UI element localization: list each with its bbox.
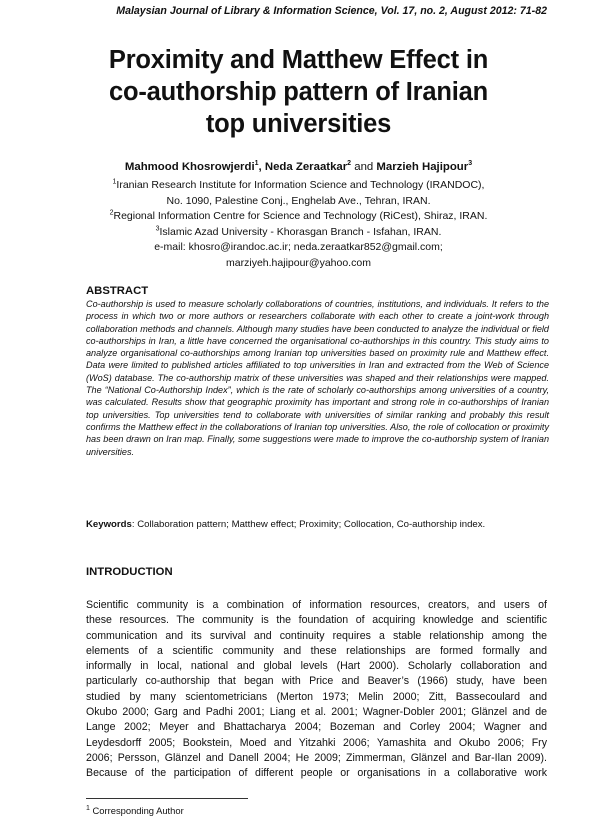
- affiliation-sup: 3: [155, 225, 160, 232]
- email-line: [40, 240, 557, 256]
- journal-header: Malaysian Journal of Library & Information Science, Vol. 17, no. 2, August 2012: 71-82: [116, 5, 547, 17]
- body-line: Lange 2002; Meyer and Bhattacharya 2004; Bozeman and Corley 2004; Wagner and: [86, 721, 547, 734]
- author-and: and: [351, 161, 377, 173]
- footnote-rule: [86, 798, 248, 799]
- introduction-heading: INTRODUCTION: [86, 566, 173, 578]
- affiliation-text: Iranian Research Institute for Information Science and Technology (IRANDOC),: [116, 179, 485, 191]
- author-name: Neda Zeraatkar: [264, 161, 348, 173]
- author-sup: 1: [254, 160, 259, 168]
- affiliation-sup: 2: [109, 209, 114, 217]
- author-sup: 2: [347, 160, 352, 168]
- title-line: co-authorship pattern of Iranian: [109, 78, 488, 106]
- body-line: 2006; Persson, Glänzel and Danell 2004; He 2009; Zimmerman, Glänzel and Bar-Ilan 2009).: [86, 751, 547, 764]
- affiliation-line: [40, 194, 557, 210]
- author-list: [40, 161, 557, 173]
- author-sup: 3: [468, 160, 473, 168]
- author-name: Marzieh Hajipour: [376, 161, 469, 173]
- keywords-text: : Collaboration pattern; Matthew effect; Proximity; Collocation, Co-authorship index.: [131, 519, 486, 530]
- body-line: Scientific community is a combination of information resources, creators, and users of: [86, 599, 547, 611]
- footnote-text: Corresponding Author: [89, 805, 184, 816]
- footnote: [86, 805, 184, 816]
- body-line: these resources. The community is the foundation of acquiring knowledge and scientific: [86, 614, 547, 627]
- body-line: Because of the participation of different people or organisations in a collaborative work: [86, 767, 547, 780]
- keywords-line: [86, 519, 549, 530]
- abstract-heading: ABSTRACT: [86, 285, 149, 297]
- affiliation-text: Islamic Azad University - Khorasgan Branch - Isfahan, IRAN.: [159, 225, 442, 238]
- paper-title: [60, 44, 537, 140]
- affiliation-line: [40, 225, 557, 241]
- email-text: marziyeh.hajipour@yahoo.com: [226, 256, 371, 269]
- footnote-sup: 1: [86, 804, 90, 812]
- abstract-body: Co-authorship is used to measure scholarly collaborations of countries, institutions, and individuals. It refers to the process in which two or more authors or researchers collaborate with each other to create a joint-work through collaboration methods and channels. Although many studies have been conducted to analyze the individual or field co-authorships in Iran, a little have concerned the organisational co-authorships in this country. This study aims to analyze organisational co-authorships among Iranian top universities based on proximity rule and Matthew effect. Data were limited to published articles affiliated to top universities in Iran and extracted from the Web of Science (WoS) database. The co-authorship matrix of these universities was shaped and their relationships were mapped. The “National Co-Authorship Index”, which is the rate of scholarly co-authorships among universities of a country, was calculated. Results show that geographic proximity has important and strong role in co-authorships of Iranian top universities. Top universities tend to collaborate with universities of similar ranking and probably this result confirms the Matthew effect in the collaborations of Iranian top universities. Also, the role of collocation or proximity has been drawn on Iran map. Finally, some suggestions were made to improve the co-authorship system of Iranian universities.: [86, 299, 549, 457]
- body-line: elements of a scientific community and these relationships are formed formally and: [86, 644, 547, 657]
- affiliation-sup: 1: [112, 178, 117, 186]
- affiliation-line: [40, 209, 557, 225]
- title-line: Proximity and Matthew Effect in: [108, 46, 489, 74]
- author-name: Mahmood Khosrowjerdi: [124, 161, 255, 173]
- body-line: particularly co-authorship that began with Price and Beaver’s (1966) study, have been: [86, 675, 547, 688]
- affiliation-text: No. 1090, Palestine Conj., Enghelab Ave., Tehran, IRAN.: [166, 194, 431, 207]
- keywords-label: Keywords: [86, 519, 132, 530]
- email-text: e-mail: khosro@irandoc.ac.ir; neda.zeraatkar852@gmail.com;: [154, 241, 443, 253]
- email-line: [40, 256, 557, 272]
- introduction-body: [86, 598, 547, 782]
- body-line: studied by many scientometricians (Merton 1973; Melin 2000; Zitt, Bassecoulard and: [86, 690, 547, 703]
- body-line: Leydesdorff 2005; Bookstein, Moed and Yitzahki 2006; Yamashita and Okubo 2006; Fry: [86, 736, 547, 749]
- body-line: communication and its survival and continuity requires a stable relationship among the: [86, 629, 547, 642]
- body-line: Okubo 2000; Garg and Padhi 2001; Liang et al. 2001; Wagner-Dobler 2001; Glänzel and de: [86, 706, 547, 719]
- author-separator: ,: [258, 161, 265, 173]
- affiliation-text: Regional Information Centre for Science and Technology (RiCest), Shiraz, IRAN.: [113, 210, 488, 222]
- affiliation-line: [40, 178, 557, 194]
- title-line: top universities: [205, 110, 392, 138]
- body-line: informally in local, national and global levels (Hart 2000). Scholarly collaboration and: [86, 660, 547, 673]
- affiliations: [40, 178, 557, 271]
